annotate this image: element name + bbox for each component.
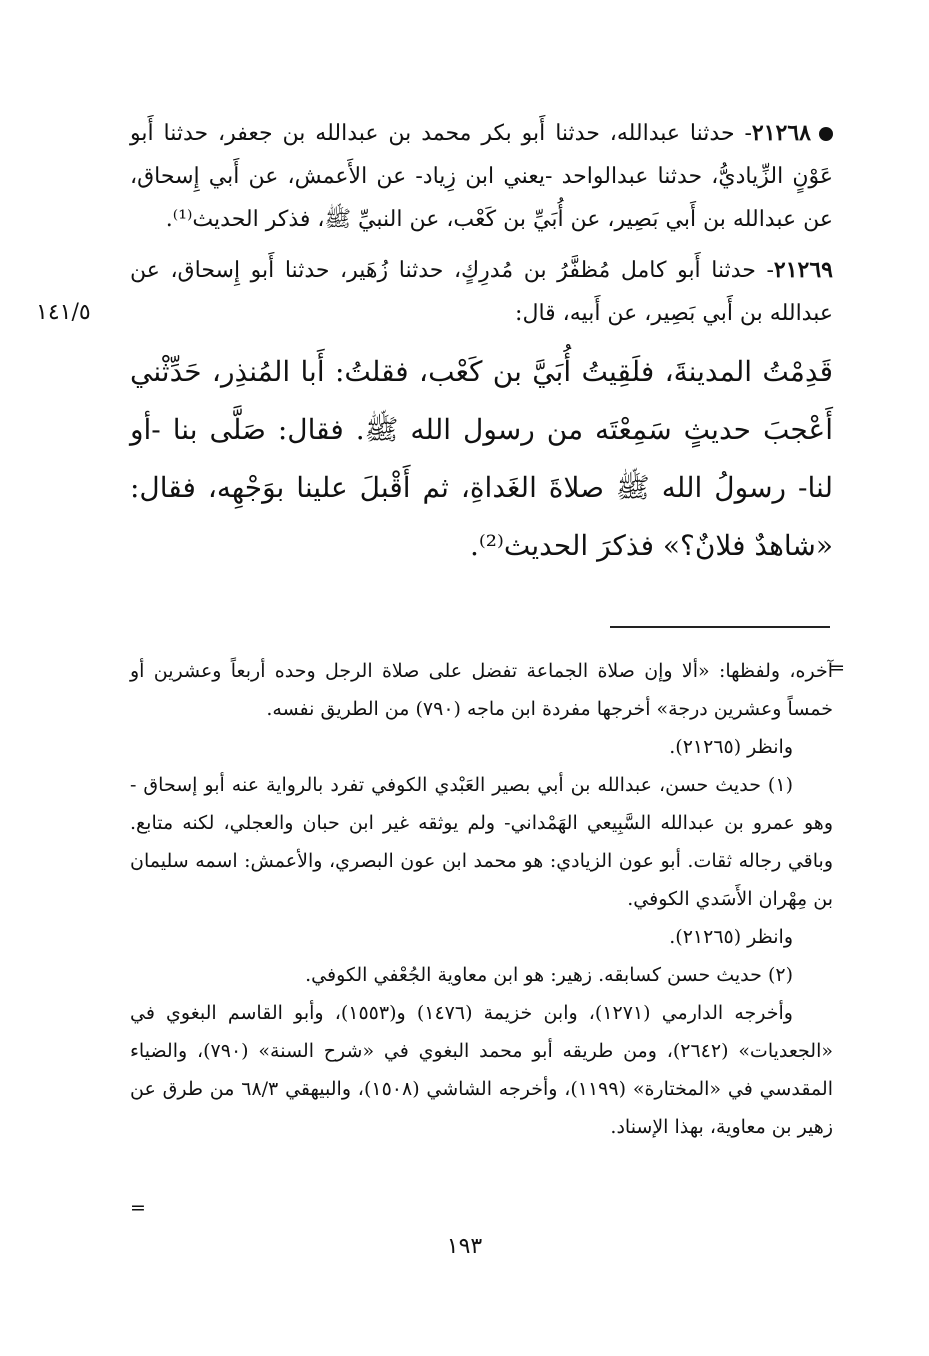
footnotes [130,652,833,1146]
margin-reference: ١٤١/٥ [36,300,91,325]
hadith-21269: ٢١٢٦٩- حدثنا أَبو كامل مُظفَّرُ بن مُدرِكٍ، حدثنا زُهَير، حدثنا أَبو إِسحاق، عن عبدالله بن أَبي بَصِير، عن أَبيه، قال: [130,257,833,326]
hadith-matn: قَدِمْتُ المدينةَ، فلَقِيتُ أُبَيَّ بن كَعْب، فقلتُ: أَبا المُنذِر، حَدِّثْني أَعْجبَ حديثٍ سَمِعْتَه من رسول الله ﷺ. فقال: صَلَّى بنا -أو لنا- رسولُ الله ﷺ صلاةَ الغَداةِ، ثم أَقْبلَ علينا بوَجْهِه، فقال: «شاهدٌ فلانٌ؟» فذكرَ الحديث⁽²⁾. [130,355,833,562]
footnote-2: (٢) حديث حسن كسابقه. زهير: هو ابن معاوية الجُعْفي الكوفي. [305,964,793,986]
continues-marker: = [130,1197,146,1219]
footnote-see-also: وانظر (٢١٢٦٥). [669,736,793,758]
hadith-21268: ٢١٢٦٨- حدثنا عبدالله، حدثنا أَبو بكر محمد بن عبدالله بن جعفر، حدثنا أَبو عَوْنٍ الزِّياديُّ، حدثنا عبدالواحد -يعني ابن زِياد- عن الأَعمش، عن أَبي إِسحاق، عن عبدالله بن أَبي بَصِير، عن أُبَيِّ بن كَعْب، عن النبيِّ ﷺ، فذكر الحديث⁽¹⁾. [130,120,833,232]
hadith-number: ٢١٢٦٨ [751,120,811,146]
bullet-icon [819,127,833,141]
continued-from-marker: = [829,657,845,679]
hadith-number: ٢١٢٦٩ [773,257,833,283]
footnote-see-also: وانظر (٢١٢٦٥). [669,926,793,948]
page-number: ١٩٣ [446,1234,483,1259]
footnote-divider [610,626,830,628]
hadith-isnad: حدثنا عبدالله، حدثنا أَبو بكر محمد بن عبدالله بن جعفر، حدثنا أَبو عَوْنٍ الزِّياديُّ، حدثنا عبدالواحد -يعني ابن زِياد- عن الأَعمش، عن أَبي إِسحاق، عن عبدالله بن أَبي بَصِير، عن أُبَيِّ بن كَعْب، عن النبيِّ ﷺ، فذكر الحديث⁽¹⁾. [130,121,833,232]
footnote-1: (١) حديث حسن، عبدالله بن أبي بصير العَبْدي الكوفي تفرد بالرواية عنه أبو إسحاق - وهو عمرو بن عبدالله السَّبِيعي الهَمْداني- ولم يوثقه غير ابن حبان والعجلي، لكنه متابع. وباقي رجاله ثقات. أبو عون الزيادي: هو محمد ابن عون البصري، والأعمش: اسمه سليمان بن مِهْران الأَسَدي الكوفي. [130,774,833,910]
footnote-2-takhrij: وأخرجه الدارمي (١٢٧١)، وابن خزيمة (١٤٧٦) و(١٥٥٣)، وأبو القاسم البغوي في «الجعديات» (٢٦٤٢)، ومن طريقه أبو محمد البغوي في «شرح السنة» (٧٩٠)، والضياء المقدسي في «المختارة» (١١٩٩)، وأخرجه الشاشي (١٥٠٨)، والبيهقي ٦٨/٣ من طرق عن زهير بن معاوية، بهذا الإسناد. [130,1002,833,1138]
footnote-continuation: آخره، ولفظها: «ألا وإن صلاة الجماعة تفضل على صلاة الرجل وحده أربعاً وعشرين أو خمساً وعشرين درجة» أخرجها مفردة ابن ماجه (٧٩٠) من الطريق نفسه. [130,660,833,720]
hadith-isnad: حدثنا أَبو كامل مُظفَّرُ بن مُدرِكٍ، حدثنا زُهَير، حدثنا أَبو إِسحاق، عن عبدالله بن أَبي بَصِير، عن أَبيه، قال: [130,258,833,326]
hadith-text-block [130,112,833,575]
